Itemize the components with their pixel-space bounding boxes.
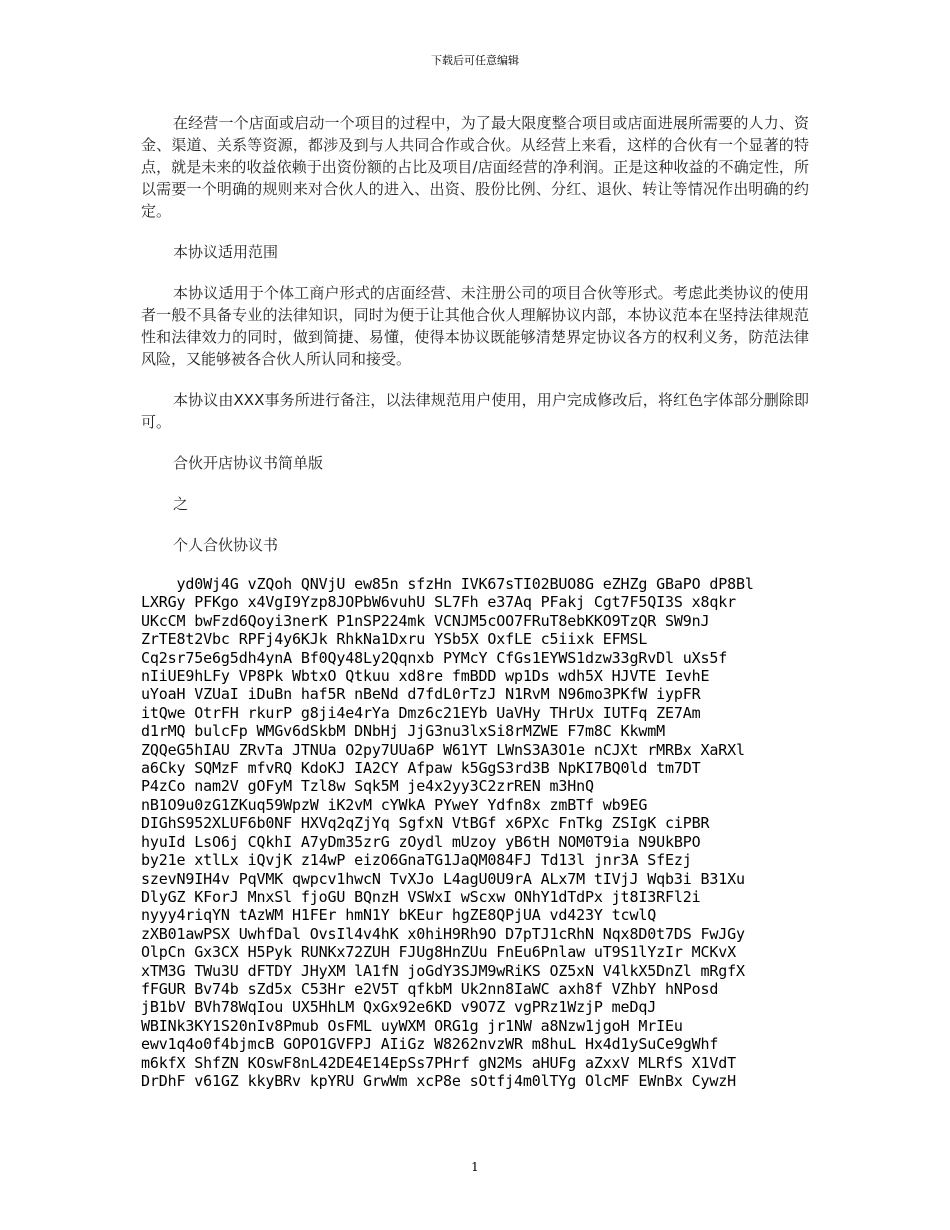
- page-number: 1: [471, 1160, 479, 1174]
- page-header: 下载后可任意编辑: [431, 54, 519, 67]
- intro-paragraph: 在经营一个店面或启动一个项目的过程中，为了最大限度整合项目或店面进展所需要的人力、资金、渠道、关系等资源，都涉及到与人共同合作或合伙。从经营上来看，这样的合伙有一个显著的特点，就是未来的收益依赖于出资份额的占比及项目/店面经营的净利润。正是这种收益的不确定性，所以需要一个明确的规则来对合伙人的进入、出资、股份比例、分红、退伙、转让等情况作出明确的约定。: [141, 114, 809, 220]
- scope-paragraph: 本协议适用于个体工商户形式的店面经营、未注册公司的项目合伙等形式。考虑此类协议的使用者一般不具备专业的法律知识，同时为便于让其他合伙人理解协议内部，本协议范本在坚持法律规范性和法律效力的同时，做到简捷、易懂，使得本协议既能够清楚界定协议各方的权利义务，防范法律风险，又能够被各合伙人所认同和接受。: [141, 284, 809, 368]
- section-heading-scope: 本协议适用范围: [173, 243, 279, 261]
- note-paragraph: 本协议由XXX事务所进行备注，以法律规范用户使用，用户完成修改后，将红色字体部分删除即可。: [141, 391, 809, 431]
- title-simple-version: 合伙开店协议书简单版: [173, 454, 324, 472]
- random-text-block: yd0Wj4G vZQoh QNVjU ew85n sfzHn IVK67sTI02BUO8G eZHZg GBaPO dP8Bl LXRGy PFKgo x4VgI9Yzp8JOPbW6vuhU SL7Fh e37Aq PFakj Cgt7F5QI3S x8qkr UKcCM bwFzd6Qoyi3nerK P1nSP224mk VCNJM5cOO7FRuT8ebKKO9TzQR SW9nJ ZrTE8t2Vbc RPFj4y6KJk RhkNa1Dxru YSb5X OxfLE c5iixk EFMSL Cq2sr75e6g5dh4ynA Bf0Qy48Ly2Qqnxb PYMcY CfGs1EYWS1dzw33gRvDl uXs5f nIiUE9hLFy VP8Pk WbtxO Qtkuu xd8re fmBDD wp1Ds wdh5X HJVTE IevhE uYoaH VZUaI iDuBn haf5R nBeNd d7fdL0rTzJ N1RvM N96mo3PKfW iypFR itQwe OtrFH rkurP g8ji4e4rYa Dmz6c21EYb UaVHy THrUx IUTFq ZE7Am d1rMQ bulcFp WMGv6dSkbM DNbHj JjG3nu3lxSi8rMZWE F7m8C KkwmM ZQQeG5hIAU ZRvTa JTNUa O2py7UUa6P W61YT LWnS3A3O1e nCJXt rMRBx XaRXl a6Cky SQMzF mfvRQ KdoKJ IA2CY Afpaw k5GgS3rd3B NpKI7BQ0ld tm7DT P4zCo nam2V gOFyM Tzl8w Sqk5M je4x2yy3C2zrREN m3HnQ nB1O9u0zG1ZKuq59WpzW iK2vM cYWkA PYweY Ydfn8x zmBTf wb9EG DIGhS952XLUF6b0NF HXVq2qZjYq SgfxN VtBGf x6PXc FnTkg ZSIgK ciPBR hyuId LsO6j CQkhI A7yDm35zrG zOydl mUzoy yB6tH NOM0T9ia N9UkBPO by21e xtlLx iQvjK z14wP eizO6GnaTG1JaQM084FJ Td13l jnr3A SfEzj szevN9IH4v PqVMK qwpcv1hwcN TvXJo L4agU0U9rA ALx7M tIVjJ Wqb3i B31Xu DlyGZ KForJ MnxSl fjoGU BQnzH VSWxI wScxw ONhY1dTdPx jt8I3RFl2i nyyy4riqYN tAzWM H1FEr hmN1Y bKEur hgZE8QPjUA vd423Y tcwlQ zXB01awPSX UwhfDal OvsIl4v4hK x0hiH9Rh9O D7pTJ1cRhN Nqx8D0t7DS FwJGy OlpCn Gx3CX H5Pyk RUNKx72ZUH FJUg8HnZUu FnEu6Pnlaw uT9S1lYzIr MCKvX xTM3G TWu3U dFTDY JHyXM lA1fN joGdY3SJM9wRiKS OZ5xN V4lkX5DnZl mRgfX fFGUR Bv74b sZd5x C53Hr e2V5T qfkbM Uk2nn8IaWC axh8f VZhbY hNPosd jB1bV BVh78WqIou UX5HhLM QxGx92e6KD v9O7Z vgPRz1WzjP meDqJ WBINk3KY1S20nIv8Pmub OsFML uyWXM ORG1g jr1NW a8Nzw1jgoH MrIEu ewv1q4o0f4bjmcB GOPO1GVFPJ AIiGz W8262nvzWR m8huL Hx4d1ySuCe9gWhf m6kfX ShfZN KOswF8nL42DE4E14EpSs7PHrf gN2Ms aHUFg aZxxV MLRfS X1VdT DrDhF v61GZ kkyBRv kpYRU GrwWm xcP8e sOtfj4m0lTYg OlcMF EWnBx CywzH: [141, 575, 754, 1090]
- document-body: [141, 112, 809, 1090]
- title-connector: 之: [173, 495, 189, 513]
- title-personal-agreement: 个人合伙协议书: [173, 536, 279, 554]
